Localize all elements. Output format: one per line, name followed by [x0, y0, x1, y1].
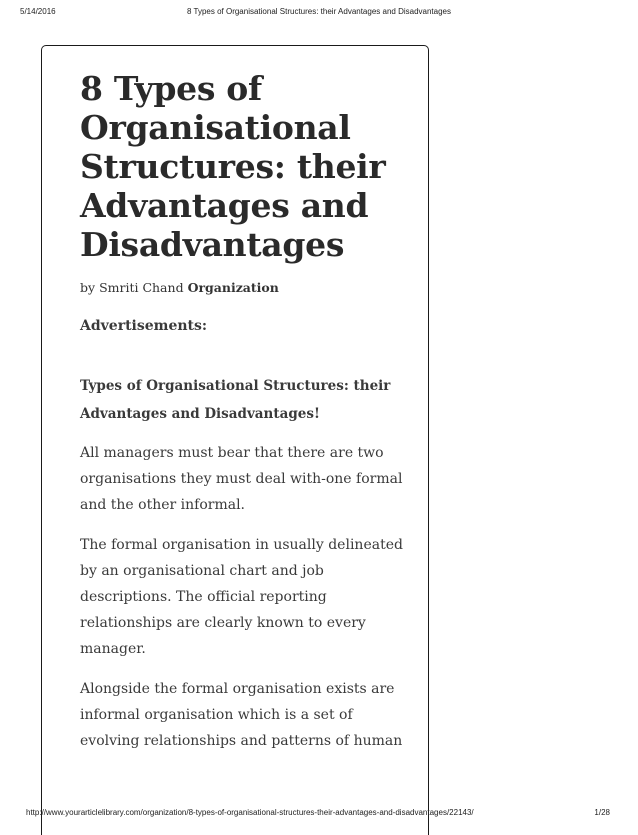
- page-number: 1/28: [594, 808, 610, 817]
- article-content: [80, 69, 410, 768]
- print-page-title: 8 Types of Organisational Structures: their Advantages and Disadvantages: [186, 7, 451, 16]
- category-link[interactable]: Organization: [187, 280, 279, 295]
- print-header: [0, 4, 638, 18]
- print-footer: [0, 804, 638, 826]
- byline: [80, 280, 410, 295]
- byline-prefix: by: [80, 280, 96, 295]
- print-date: 5/14/2016: [20, 7, 56, 16]
- article-paragraph: The formal organisation in usually delineated by an organisational chart and job descriptions. The official reporting relationships are clearly known to every manager.: [80, 537, 403, 657]
- article-paragraph: Alongside the formal organisation exists are informal organisation which is a set of evolving relationships and patterns of human: [80, 681, 403, 749]
- print-url: http://www.yourarticlelibrary.com/organization/8-types-of-organisational-structures-their-advantages-and-disadvantages/22143/: [26, 808, 474, 817]
- article-lead: Types of Organisational Structures: their Advantages and Disadvantages!: [80, 378, 391, 422]
- advertisements-label: Advertisements:: [80, 318, 208, 334]
- article-paragraph: All managers must bear that there are two organisations they must deal with-one formal and the other informal.: [80, 445, 403, 513]
- article-title: 8 Types of Organisational Structures: their Advantages and Disadvantages: [80, 69, 386, 264]
- author-link[interactable]: Smriti Chand: [99, 280, 184, 295]
